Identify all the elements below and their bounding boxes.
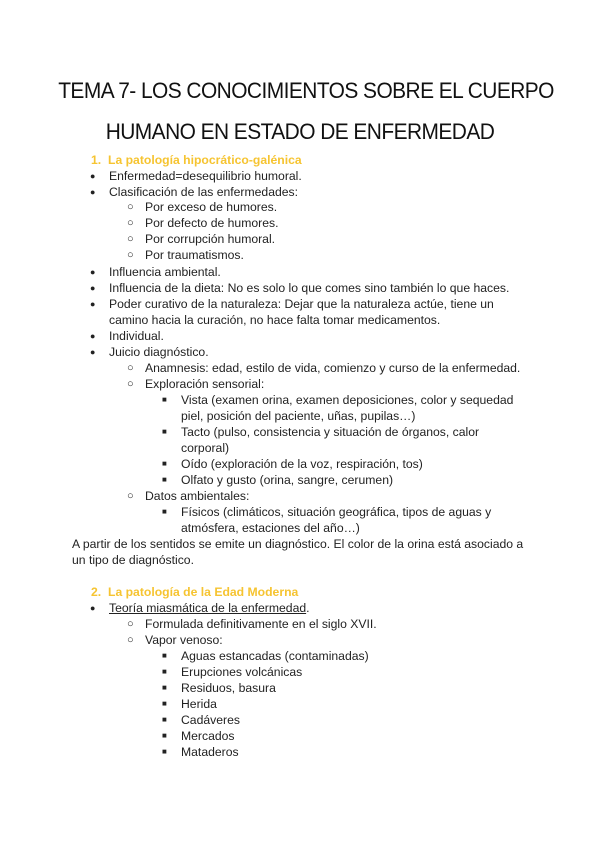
teoria-underlined-text: Teoría miasmática de la enfermedad xyxy=(109,601,307,615)
teoria-period: . xyxy=(306,601,310,615)
circle-marker: ○ xyxy=(127,201,134,213)
list-item-curativo-line-2: camino hacia la curación, no hace falta tomar medicamentos. xyxy=(109,313,441,327)
list-item-enfermedad: Enfermedad=desequilibrio humoral. xyxy=(109,169,302,183)
circle-marker: ○ xyxy=(127,490,134,502)
square-marker: ■ xyxy=(162,507,167,516)
paragraph-line-1: A partir de los sentidos se emite un diagnóstico. El color de la orina está asociado a xyxy=(72,537,524,551)
circle-marker: ○ xyxy=(127,378,134,390)
square-marker: ■ xyxy=(162,683,167,692)
circle-marker: ○ xyxy=(127,362,134,374)
circle-marker: ○ xyxy=(127,249,134,261)
list-item-ambiental: Influencia ambiental. xyxy=(109,265,221,279)
square-marker: ■ xyxy=(162,667,167,676)
list-item-teoria xyxy=(109,600,310,616)
list-item-cadaveres: Cadáveres xyxy=(181,713,240,727)
bullet-marker: ● xyxy=(90,603,96,613)
document-title-line-1: TEMA 7- LOS CONOCIMIENTOS SOBRE EL CUERPO xyxy=(58,78,554,103)
square-marker: ■ xyxy=(162,715,167,724)
square-marker: ■ xyxy=(162,395,167,404)
list-item-fisicos-line-1: Físicos (climáticos, situación geográfica, tipos de aguas y xyxy=(181,505,492,519)
square-marker: ■ xyxy=(162,747,167,756)
list-item-corrupcion: Por corrupción humoral. xyxy=(145,232,276,246)
list-item-individual: Individual. xyxy=(109,329,164,343)
bullet-marker: ● xyxy=(90,267,96,277)
list-item-vista-line-2: piel, posición del paciente, uñas, pupilas…) xyxy=(181,409,416,423)
list-item-datos: Datos ambientales: xyxy=(145,489,250,503)
paragraph-line-2: un tipo de diagnóstico. xyxy=(72,553,194,567)
section-1-number: 1. xyxy=(91,153,102,167)
list-item-aguas: Aguas estancadas (contaminadas) xyxy=(181,649,369,663)
square-marker: ■ xyxy=(162,475,167,484)
circle-marker: ○ xyxy=(127,634,134,646)
list-item-anamnesis: Anamnesis: edad, estilo de vida, comienzo y curso de la enfermedad. xyxy=(145,361,521,375)
bullet-marker: ● xyxy=(90,347,96,357)
list-item-exceso: Por exceso de humores. xyxy=(145,200,278,214)
list-item-clasificacion: Clasificación de las enfermedades: xyxy=(109,185,299,199)
list-item-vista-line-1: Vista (examen orina, examen deposiciones, color y sequedad xyxy=(181,393,514,407)
list-item-erupciones: Erupciones volcánicas xyxy=(181,665,303,679)
list-item-residuos: Residuos, basura xyxy=(181,681,276,695)
bullet-marker: ● xyxy=(90,187,96,197)
list-item-dieta: Influencia de la dieta: No es solo lo que comes sino también lo que haces. xyxy=(109,281,510,295)
list-item-vapor: Vapor venoso: xyxy=(145,633,223,647)
section-2-heading: La patología de la Edad Moderna xyxy=(108,585,299,599)
list-item-juicio: Juicio diagnóstico. xyxy=(109,345,209,359)
list-item-tacto-line-1: Tacto (pulso, consistencia y situación de órganos, calor xyxy=(181,425,480,439)
list-item-olfato: Olfato y gusto (orina, sangre, cerumen) xyxy=(181,473,394,487)
bullet-marker: ● xyxy=(90,331,96,341)
list-item-tacto-line-2: corporal) xyxy=(181,441,230,455)
square-marker: ■ xyxy=(162,427,167,436)
list-item-fisicos-line-2: atmósfera, estaciones del año…) xyxy=(181,521,360,535)
circle-marker: ○ xyxy=(127,618,134,630)
bullet-marker: ● xyxy=(90,299,96,309)
list-item-formulada: Formulada definitivamente en el siglo XVII. xyxy=(145,617,377,631)
circle-marker: ○ xyxy=(127,217,134,229)
square-marker: ■ xyxy=(162,731,167,740)
section-1-heading: La patología hipocrático-galénica xyxy=(108,153,302,167)
bullet-marker: ● xyxy=(90,283,96,293)
list-item-defecto: Por defecto de humores. xyxy=(145,216,279,230)
list-item-oido: Oído (exploración de la voz, respiración, tos) xyxy=(181,457,423,471)
list-item-mataderos: Mataderos xyxy=(181,745,239,759)
circle-marker: ○ xyxy=(127,233,134,245)
document-title-line-2: HUMANO EN ESTADO DE ENFERMEDAD xyxy=(105,119,495,144)
section-2-number: 2. xyxy=(91,585,102,599)
list-item-mercados: Mercados xyxy=(181,729,235,743)
square-marker: ■ xyxy=(162,699,167,708)
list-item-traumatismos: Por traumatismos. xyxy=(145,248,244,262)
list-item-curativo-line-1: Poder curativo de la naturaleza: Dejar que la naturaleza actúe, tiene un xyxy=(109,297,494,311)
square-marker: ■ xyxy=(162,651,167,660)
square-marker: ■ xyxy=(162,459,167,468)
list-item-exploracion: Exploración sensorial: xyxy=(145,377,265,391)
list-item-herida: Herida xyxy=(181,697,217,711)
bullet-marker: ● xyxy=(90,171,96,181)
